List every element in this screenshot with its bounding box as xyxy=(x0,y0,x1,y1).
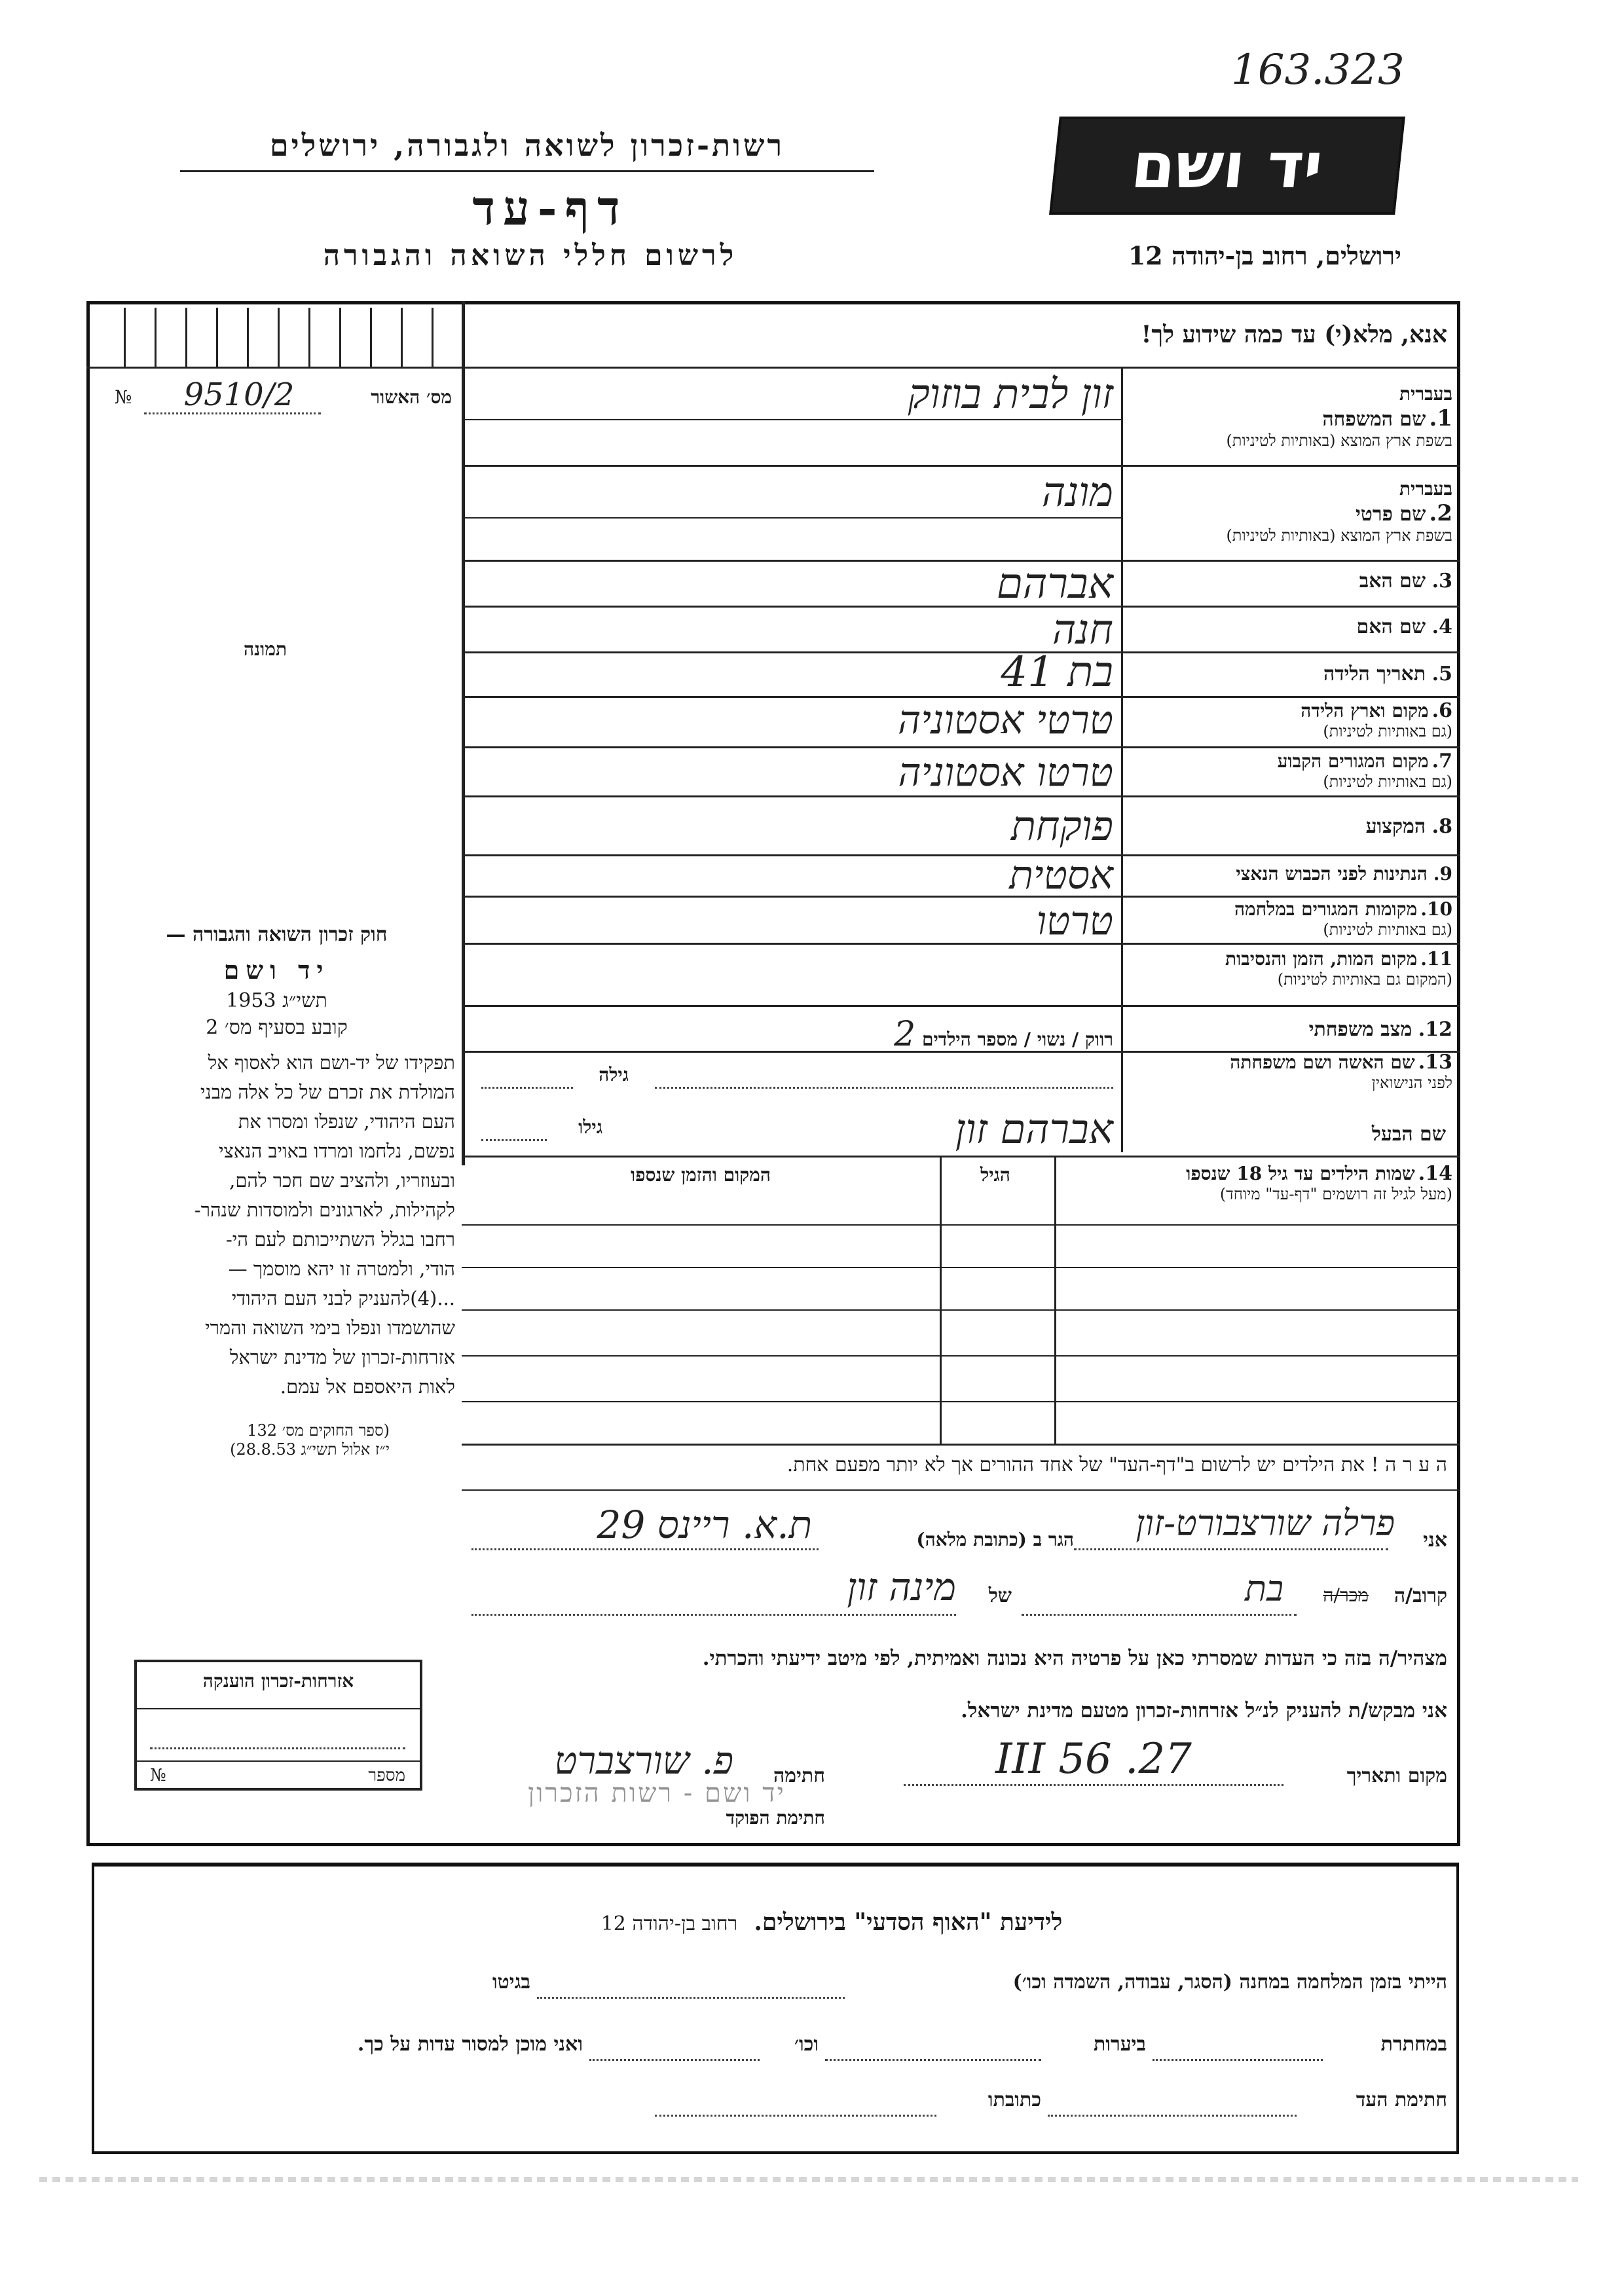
decl-of: של xyxy=(988,1584,1012,1607)
citizenship-line xyxy=(137,1708,420,1709)
bottom-line2-dots-a xyxy=(1153,2059,1323,2061)
archive-number: 163.323 xyxy=(1231,46,1405,94)
marital-options-text: רווק / נשוי / מספר הילדים xyxy=(921,1029,1113,1050)
value-citizenship: אסטית xyxy=(1009,852,1113,898)
official-signature-label: חתימת הפוקד xyxy=(726,1807,825,1829)
place-date-dots xyxy=(904,1784,1283,1786)
children-place-header: המקום והזמן שנספו xyxy=(631,1164,771,1186)
signature-value: פ. שורצברט xyxy=(554,1738,733,1783)
law-line: לקהילות, לארגונים ולמוסדות שנהר- xyxy=(194,1199,455,1221)
bottom-title: לידיעת "האוף הסדעי" בירושלים. xyxy=(754,1908,1063,1936)
row-line xyxy=(462,1005,1460,1007)
law-line: ...(4)להעניק לבני העם היהודי xyxy=(231,1287,455,1309)
law-year xyxy=(98,989,455,1012)
field-10 xyxy=(1125,898,1452,939)
children-title: שמות הילדים עד גיל 18 שנספו xyxy=(1186,1163,1415,1184)
decl-request: אני מבקש/ת להעניק לנ״ל אזרחות-זכרון מטעם מדינת ישראל. xyxy=(961,1699,1447,1722)
scan-artifact xyxy=(39,2177,1578,2182)
husband-label: שם הבעל xyxy=(1371,1123,1446,1146)
field-13 xyxy=(1125,1051,1452,1093)
field-7-sublabel: (גם באותיות לטיניות) xyxy=(1323,773,1452,791)
field-2-sublabel: בשפת ארץ המוצא (באותיות לטיניות) xyxy=(1226,526,1452,545)
yad-vashem-logo xyxy=(1049,117,1405,215)
title-underline xyxy=(180,170,874,172)
value-birth-date: בת 41 xyxy=(1001,648,1113,697)
children-note: (מעל לגיל זה רושמים "דף-עד" מיוחד) xyxy=(1219,1185,1452,1203)
field-8-number: 8. xyxy=(1431,815,1452,838)
value-father: אברהם xyxy=(996,560,1113,608)
field-3-number: 3. xyxy=(1431,570,1452,592)
field-2-number: 2. xyxy=(1429,500,1452,526)
decl-i: אני xyxy=(1423,1529,1447,1552)
bottom-line3-b: כתובתו xyxy=(987,2088,1041,2111)
citizenship-number-label: מספר xyxy=(368,1766,405,1785)
field-11-sublabel: (המקום גם באותיות לטיניות) xyxy=(1277,970,1452,989)
note-text: ה ע ר ה ! את הילדים יש לרשום ב"דף-העד" של אחד ההורים אך לא יותר מפעם אחת. xyxy=(786,1453,1447,1476)
authority-title: רשות-זכרון לשואה ולגבורה, ירושלים xyxy=(269,128,785,163)
field-13-label: שם האשה ושם משפחתה xyxy=(1230,1051,1415,1073)
citizenship-box xyxy=(134,1660,422,1791)
decl-resident: הגר ב (כתובת מלאה) xyxy=(916,1529,1074,1550)
bottom-frame xyxy=(92,1863,1459,2154)
field-7-number: 7. xyxy=(1431,750,1452,773)
law-line: אזרחות-זכרון של מדינת ישראל xyxy=(229,1346,455,1368)
law-text xyxy=(98,1048,455,1402)
wife-age-dots xyxy=(481,1087,573,1089)
field-6-sublabel: (גם באותיות לטיניות) xyxy=(1323,722,1452,740)
row-line xyxy=(462,746,1460,748)
children-row-line xyxy=(462,1309,1460,1311)
field-10-label: מקומות המגורים במלחמה xyxy=(1234,898,1418,920)
field-7 xyxy=(1125,750,1452,792)
field-8-label: המקצוע xyxy=(1365,815,1426,838)
law-line: רחבו בגלל השתייכותם לעם הי- xyxy=(226,1228,455,1250)
bottom-line1-dots xyxy=(537,1997,845,1999)
approval-label: מס׳ האשור xyxy=(371,386,452,408)
field-6-label: מקום וארץ הלידה xyxy=(1301,700,1429,721)
bottom-line2-dots-b xyxy=(825,2059,1041,2061)
field-2 xyxy=(1125,478,1452,545)
decl-of-dots xyxy=(471,1614,956,1616)
sub-row-line xyxy=(462,517,1121,519)
bottom-line2-b: ביערות xyxy=(1093,2033,1146,2056)
value-wartime-residence: טרטו xyxy=(1036,898,1113,944)
decl-relation: בת xyxy=(1245,1568,1283,1609)
field-6 xyxy=(1125,699,1452,741)
field-3 xyxy=(1125,570,1452,592)
citizenship-title: אזרחות-זכרון הוענקה xyxy=(202,1670,354,1692)
field-5 xyxy=(1125,663,1452,685)
row-line xyxy=(462,795,1460,797)
children-age-header: הגיל xyxy=(980,1164,1010,1186)
law-line: נפשם, נלחמו ומרדו באויב הנאצי xyxy=(218,1140,455,1162)
field-9 xyxy=(1125,863,1452,885)
field-4 xyxy=(1125,615,1452,638)
bottom-line2-c: וכו׳ xyxy=(794,2033,819,2056)
field-10-number: 10. xyxy=(1420,898,1452,920)
value-mother: חנה xyxy=(1052,606,1113,653)
field-11 xyxy=(1125,948,1452,989)
law-name: יד ושם xyxy=(223,955,330,985)
note-top-line xyxy=(462,1444,1460,1446)
children-table-top xyxy=(462,1156,1460,1157)
children-row-line xyxy=(462,1401,1460,1402)
bottom-title-row xyxy=(458,1908,1205,1936)
approval-no-sign: № xyxy=(115,386,132,408)
request-line: אנא, מלא(י) עד כמה שידוע לך! xyxy=(1141,321,1447,348)
row-line xyxy=(462,465,1460,467)
law-year-num: 1953 xyxy=(226,989,276,1012)
citizenship-no-sign: № xyxy=(150,1766,166,1785)
decl-relation-label: קרוב/ה xyxy=(1393,1584,1447,1607)
children-number: 14. xyxy=(1418,1162,1452,1185)
field-2-sublabel-he: בעברית xyxy=(1399,478,1452,500)
field-3-label: שם האב xyxy=(1359,570,1426,592)
law-line: תפקידו של יד-ושם הוא לאסוף אל xyxy=(208,1051,455,1074)
approval-number: 9510/2 xyxy=(183,376,295,413)
field-5-number: 5. xyxy=(1431,663,1452,685)
code-ticks xyxy=(95,308,458,367)
law-ref-1: (ספר החוקים מס׳ 132 xyxy=(247,1421,390,1440)
law-line: העם היהודי, שנפלו ומסרו את xyxy=(238,1110,455,1133)
field-13-number: 13. xyxy=(1418,1051,1452,1074)
children-row-line xyxy=(462,1224,1460,1226)
law-ref xyxy=(98,1421,455,1459)
wife-name-dots xyxy=(655,1087,1113,1089)
wife-age-label: גילה xyxy=(599,1064,629,1085)
label-column-divider xyxy=(1121,367,1123,1152)
decl-relation-struck: מכר/ה xyxy=(1323,1584,1369,1606)
value-first-name: מונה xyxy=(1041,468,1113,516)
husband-age-dots xyxy=(481,1139,547,1141)
bottom-line2-dots-c xyxy=(589,2059,760,2061)
children-header xyxy=(1060,1162,1452,1204)
children-row-line xyxy=(462,1267,1460,1268)
field-8 xyxy=(1125,815,1452,838)
decl-address-dots xyxy=(471,1548,819,1550)
law-line: לאות היאספם אל עמם. xyxy=(280,1376,455,1398)
field-12-label: מצב משפחתי xyxy=(1308,1018,1412,1041)
field-9-number: 9. xyxy=(1433,863,1452,884)
husband-age-label: גילו xyxy=(578,1116,602,1138)
field-5-label: תאריך הלידה xyxy=(1323,663,1426,685)
bottom-line1-a: הייתי בזמן המלחמה במחנה (הסגר, עבודה, השמדה וכו׳) xyxy=(1012,1971,1447,1994)
value-family-name: זון לבית בוזוק xyxy=(908,370,1113,418)
law-line: שהושמדו ונפלו בימי השואה והמרי xyxy=(205,1317,455,1339)
law-ref-2: י״ז אלול תשי״ג 28.8.53) xyxy=(230,1440,390,1459)
children-col-divider-2 xyxy=(940,1156,942,1444)
form-title: דף-עד xyxy=(472,180,628,236)
field-2-label: שם פרטי xyxy=(1355,503,1426,526)
address-header: ירושלים, רחוב בן-יהודה 12 xyxy=(1128,241,1401,270)
field-1-number: 1. xyxy=(1429,405,1452,431)
law-year-he: תשי״ג xyxy=(282,989,327,1012)
decl-statement: מצהיר/ה בזה כי העדות שמסרתי כאן על פרטיה היא נכונה ואמיתית, לפי מיטב ידיעתי והכרתי. xyxy=(702,1647,1447,1670)
bottom-line3-a: חתימת העד xyxy=(1356,2088,1447,2111)
bottom-line2-d: ואני מוכן למסור עדות על כך. xyxy=(357,2033,583,2056)
photo-label: תמונה xyxy=(243,638,287,660)
field-12 xyxy=(1125,1018,1452,1041)
place-date-label: מקום ותאריך xyxy=(1346,1764,1447,1787)
citizenship-dots xyxy=(150,1747,405,1749)
field-4-label: שם האם xyxy=(1356,615,1426,638)
sub-row-line xyxy=(462,419,1121,420)
left-column-divider xyxy=(462,301,465,1165)
decl-relation-dots xyxy=(1022,1614,1297,1616)
children-col-divider-1 xyxy=(1054,1156,1056,1444)
field-6-number: 6. xyxy=(1431,699,1452,722)
bottom-line3-dots-b xyxy=(655,2115,936,2117)
bottom-line3-dots-a xyxy=(1048,2115,1297,2117)
law-box xyxy=(98,923,455,1459)
approval-dots xyxy=(144,412,321,414)
children-row-line xyxy=(462,1355,1460,1357)
value-occupation: פוקחת xyxy=(1010,802,1113,850)
field-1-label: שם המשפחה xyxy=(1322,408,1426,431)
field-1 xyxy=(1125,383,1452,450)
note-bottom-line xyxy=(462,1489,1460,1491)
field-11-number: 11. xyxy=(1420,948,1452,970)
field-12-number: 12. xyxy=(1418,1018,1452,1041)
field-1-sublabel: בשפת ארץ המוצא (באותיות לטיניות) xyxy=(1226,431,1452,450)
law-title: חוק זכרון השואה והגבורה — xyxy=(166,923,388,946)
bottom-line1-b: בגיטו xyxy=(492,1971,530,1994)
signature-label: חתימה xyxy=(773,1764,825,1787)
row-line-top xyxy=(86,367,1460,369)
field-7-label: מקום המגורים הקבוע xyxy=(1277,750,1429,772)
official-stamp: יד ושם - רשות הזכרון xyxy=(527,1778,786,1808)
value-residence: טרטו אסטוניה xyxy=(898,750,1113,795)
children-count: 2 xyxy=(894,1015,916,1054)
law-line: הודי, ולמטרה זו יהא מוסמך — xyxy=(228,1258,455,1280)
field-1-sublabel-he: בעברית xyxy=(1399,383,1452,405)
logo-text: יד ושם xyxy=(1128,129,1327,202)
field-10-sublabel: (גם באותיות לטיניות) xyxy=(1323,920,1452,939)
decl-name: פרלה שורצבורט-זון xyxy=(1135,1503,1395,1544)
decl-name-dots xyxy=(1074,1548,1388,1550)
bottom-address: רחוב בן-יהודה 12 xyxy=(600,1912,738,1935)
form-purpose: לרשום חללי השואה והגבורה xyxy=(323,239,738,272)
value-birth-place: טרטי אסטוניה xyxy=(898,697,1113,743)
law-line: המולדת את זכרם של כל אלה מבני xyxy=(200,1081,455,1103)
law-line: ובעוזריו, ולהציב שם חכר להם, xyxy=(229,1169,455,1192)
bottom-line2-a: במחתרת xyxy=(1380,2033,1447,2056)
marital-options xyxy=(589,1015,1113,1054)
law-clause: קובע בסעיף מס׳ 2 xyxy=(206,1016,348,1039)
place-date-value: 27. III 56 xyxy=(995,1735,1192,1783)
field-11-label: מקום המות, הזמן והנסיבות xyxy=(1225,948,1418,970)
husband-name: אברהם זון xyxy=(955,1105,1113,1153)
field-13-sublabel: לפני הנישואין xyxy=(1371,1074,1452,1092)
decl-address: ת.א. ריינס 29 xyxy=(597,1503,812,1547)
citizenship-line xyxy=(137,1760,420,1762)
field-9-label: הנתינות לפני הכבוש הנאצי xyxy=(1236,863,1428,884)
decl-of-value: מינה זון xyxy=(847,1565,956,1609)
field-4-number: 4. xyxy=(1431,615,1452,638)
